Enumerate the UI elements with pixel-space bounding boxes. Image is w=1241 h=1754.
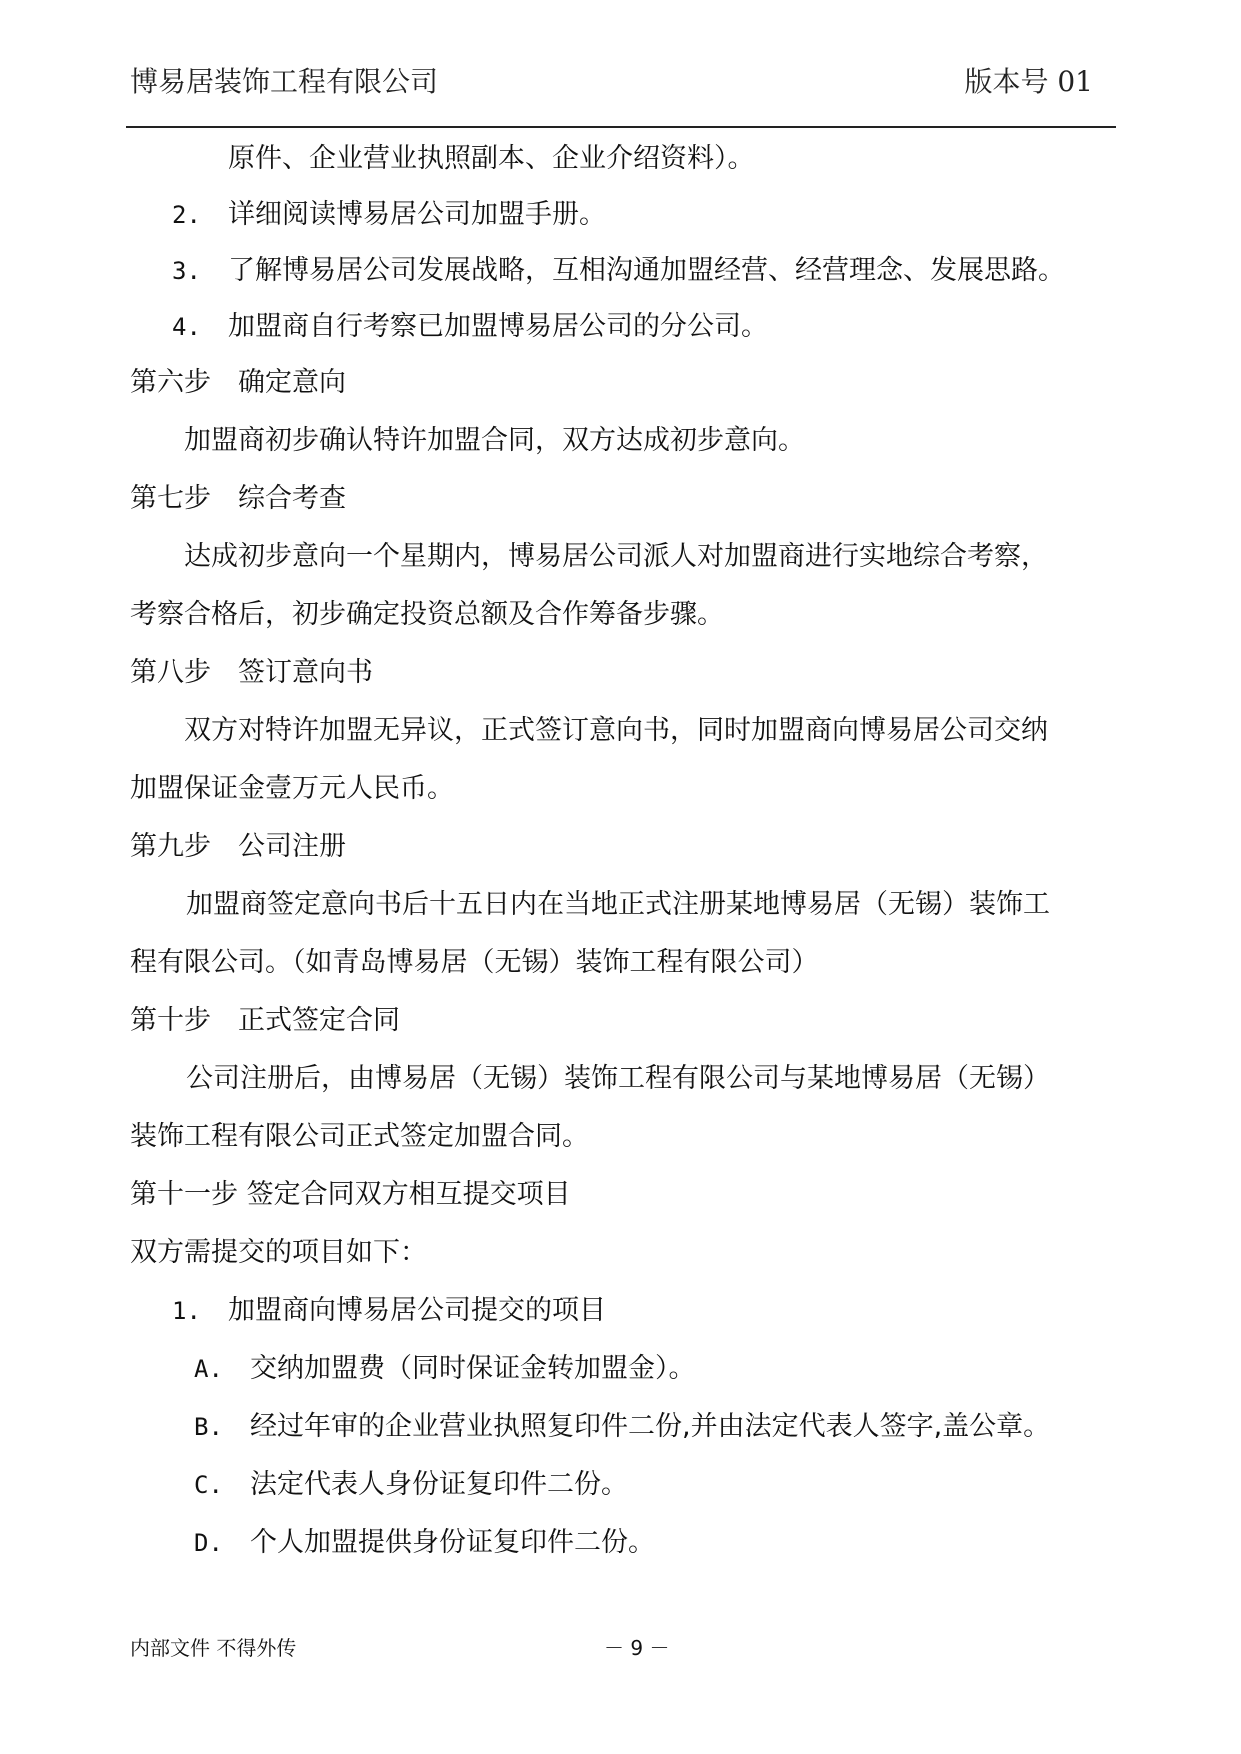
paragraph-line: 程有限公司。（如青岛博易居（无锡）装饰工程有限公司） <box>130 947 819 978</box>
list-text: 经过年审的企业营业执照复印件二份,并由法定代表人签字,盖公章。 <box>250 1411 1051 1442</box>
list-number: 4. <box>172 313 201 341</box>
page-header <box>130 60 1111 100</box>
list-text: 交纳加盟费（同时保证金转加盟金）。 <box>250 1353 696 1384</box>
list-letter: D. <box>194 1529 223 1557</box>
list-letter: A. <box>194 1355 223 1383</box>
list-number: 1. <box>172 1297 201 1325</box>
paragraph-line: 达成初步意向一个星期内，博易居公司派人对加盟商进行实地综合考察， <box>184 541 1048 572</box>
list-item <box>172 254 1065 288</box>
sub-list-item <box>194 1410 1050 1444</box>
list-item <box>172 310 768 344</box>
list-letter: C. <box>194 1471 223 1499</box>
page-number: － 9 － <box>604 1636 670 1660</box>
sub-list-item <box>194 1352 696 1386</box>
header-rule <box>126 126 1116 128</box>
list-text: 加盟商向博易居公司提交的项目 <box>228 1295 606 1326</box>
version-number: 版本号 01 <box>964 65 1093 98</box>
step-heading: 第八步 签订意向书 <box>130 657 373 688</box>
step-heading: 第七步 综合考查 <box>130 483 346 514</box>
step-heading: 第六步 确定意向 <box>130 367 346 398</box>
list-text: 法定代表人身份证复印件二份。 <box>250 1469 628 1500</box>
list-text: 加盟商自行考察已加盟博易居公司的分公司。 <box>228 311 768 342</box>
paragraph-line: 原件、企业营业执照副本、企业介绍资料）。 <box>228 143 755 174</box>
sub-list-item <box>194 1526 655 1560</box>
list-number: 3. <box>172 257 201 285</box>
step-heading: 第九步 公司注册 <box>130 831 346 862</box>
sub-list-item <box>194 1468 628 1502</box>
footer-note: 内部文件 不得外传 <box>130 1636 297 1660</box>
list-letter: B. <box>194 1413 223 1441</box>
list-item <box>172 1294 606 1328</box>
paragraph-line: 公司注册后，由博易居（无锡）装饰工程有限公司与某地博易居（无锡） <box>186 1063 1050 1094</box>
paragraph-line: 考察合格后，初步确定投资总额及合作筹备步骤。 <box>130 599 724 630</box>
paragraph-line: 装饰工程有限公司正式签定加盟合同。 <box>130 1121 589 1152</box>
paragraph-line: 加盟保证金壹万元人民币。 <box>130 773 454 804</box>
paragraph-line: 双方对特许加盟无异议，正式签订意向书，同时加盟商向博易居公司交纳 <box>184 715 1048 746</box>
step-heading: 第十一步 签定合同双方相互提交项目 <box>130 1179 571 1210</box>
list-item <box>172 198 606 232</box>
paragraph-line: 双方需提交的项目如下： <box>130 1237 427 1268</box>
step-heading: 第十步 正式签定合同 <box>130 1005 400 1036</box>
list-text: 详细阅读博易居公司加盟手册。 <box>228 199 606 230</box>
list-text: 个人加盟提供身份证复印件二份。 <box>250 1527 655 1558</box>
list-text: 了解博易居公司发展战略，互相沟通加盟经营、经营理念、发展思路。 <box>228 255 1065 286</box>
paragraph-line: 加盟商签定意向书后十五日内在当地正式注册某地博易居（无锡）装饰工 <box>186 889 1050 920</box>
company-name: 博易居装饰工程有限公司 <box>130 65 439 98</box>
paragraph-line: 加盟商初步确认特许加盟合同，双方达成初步意向。 <box>184 425 805 456</box>
list-number: 2. <box>172 201 201 229</box>
